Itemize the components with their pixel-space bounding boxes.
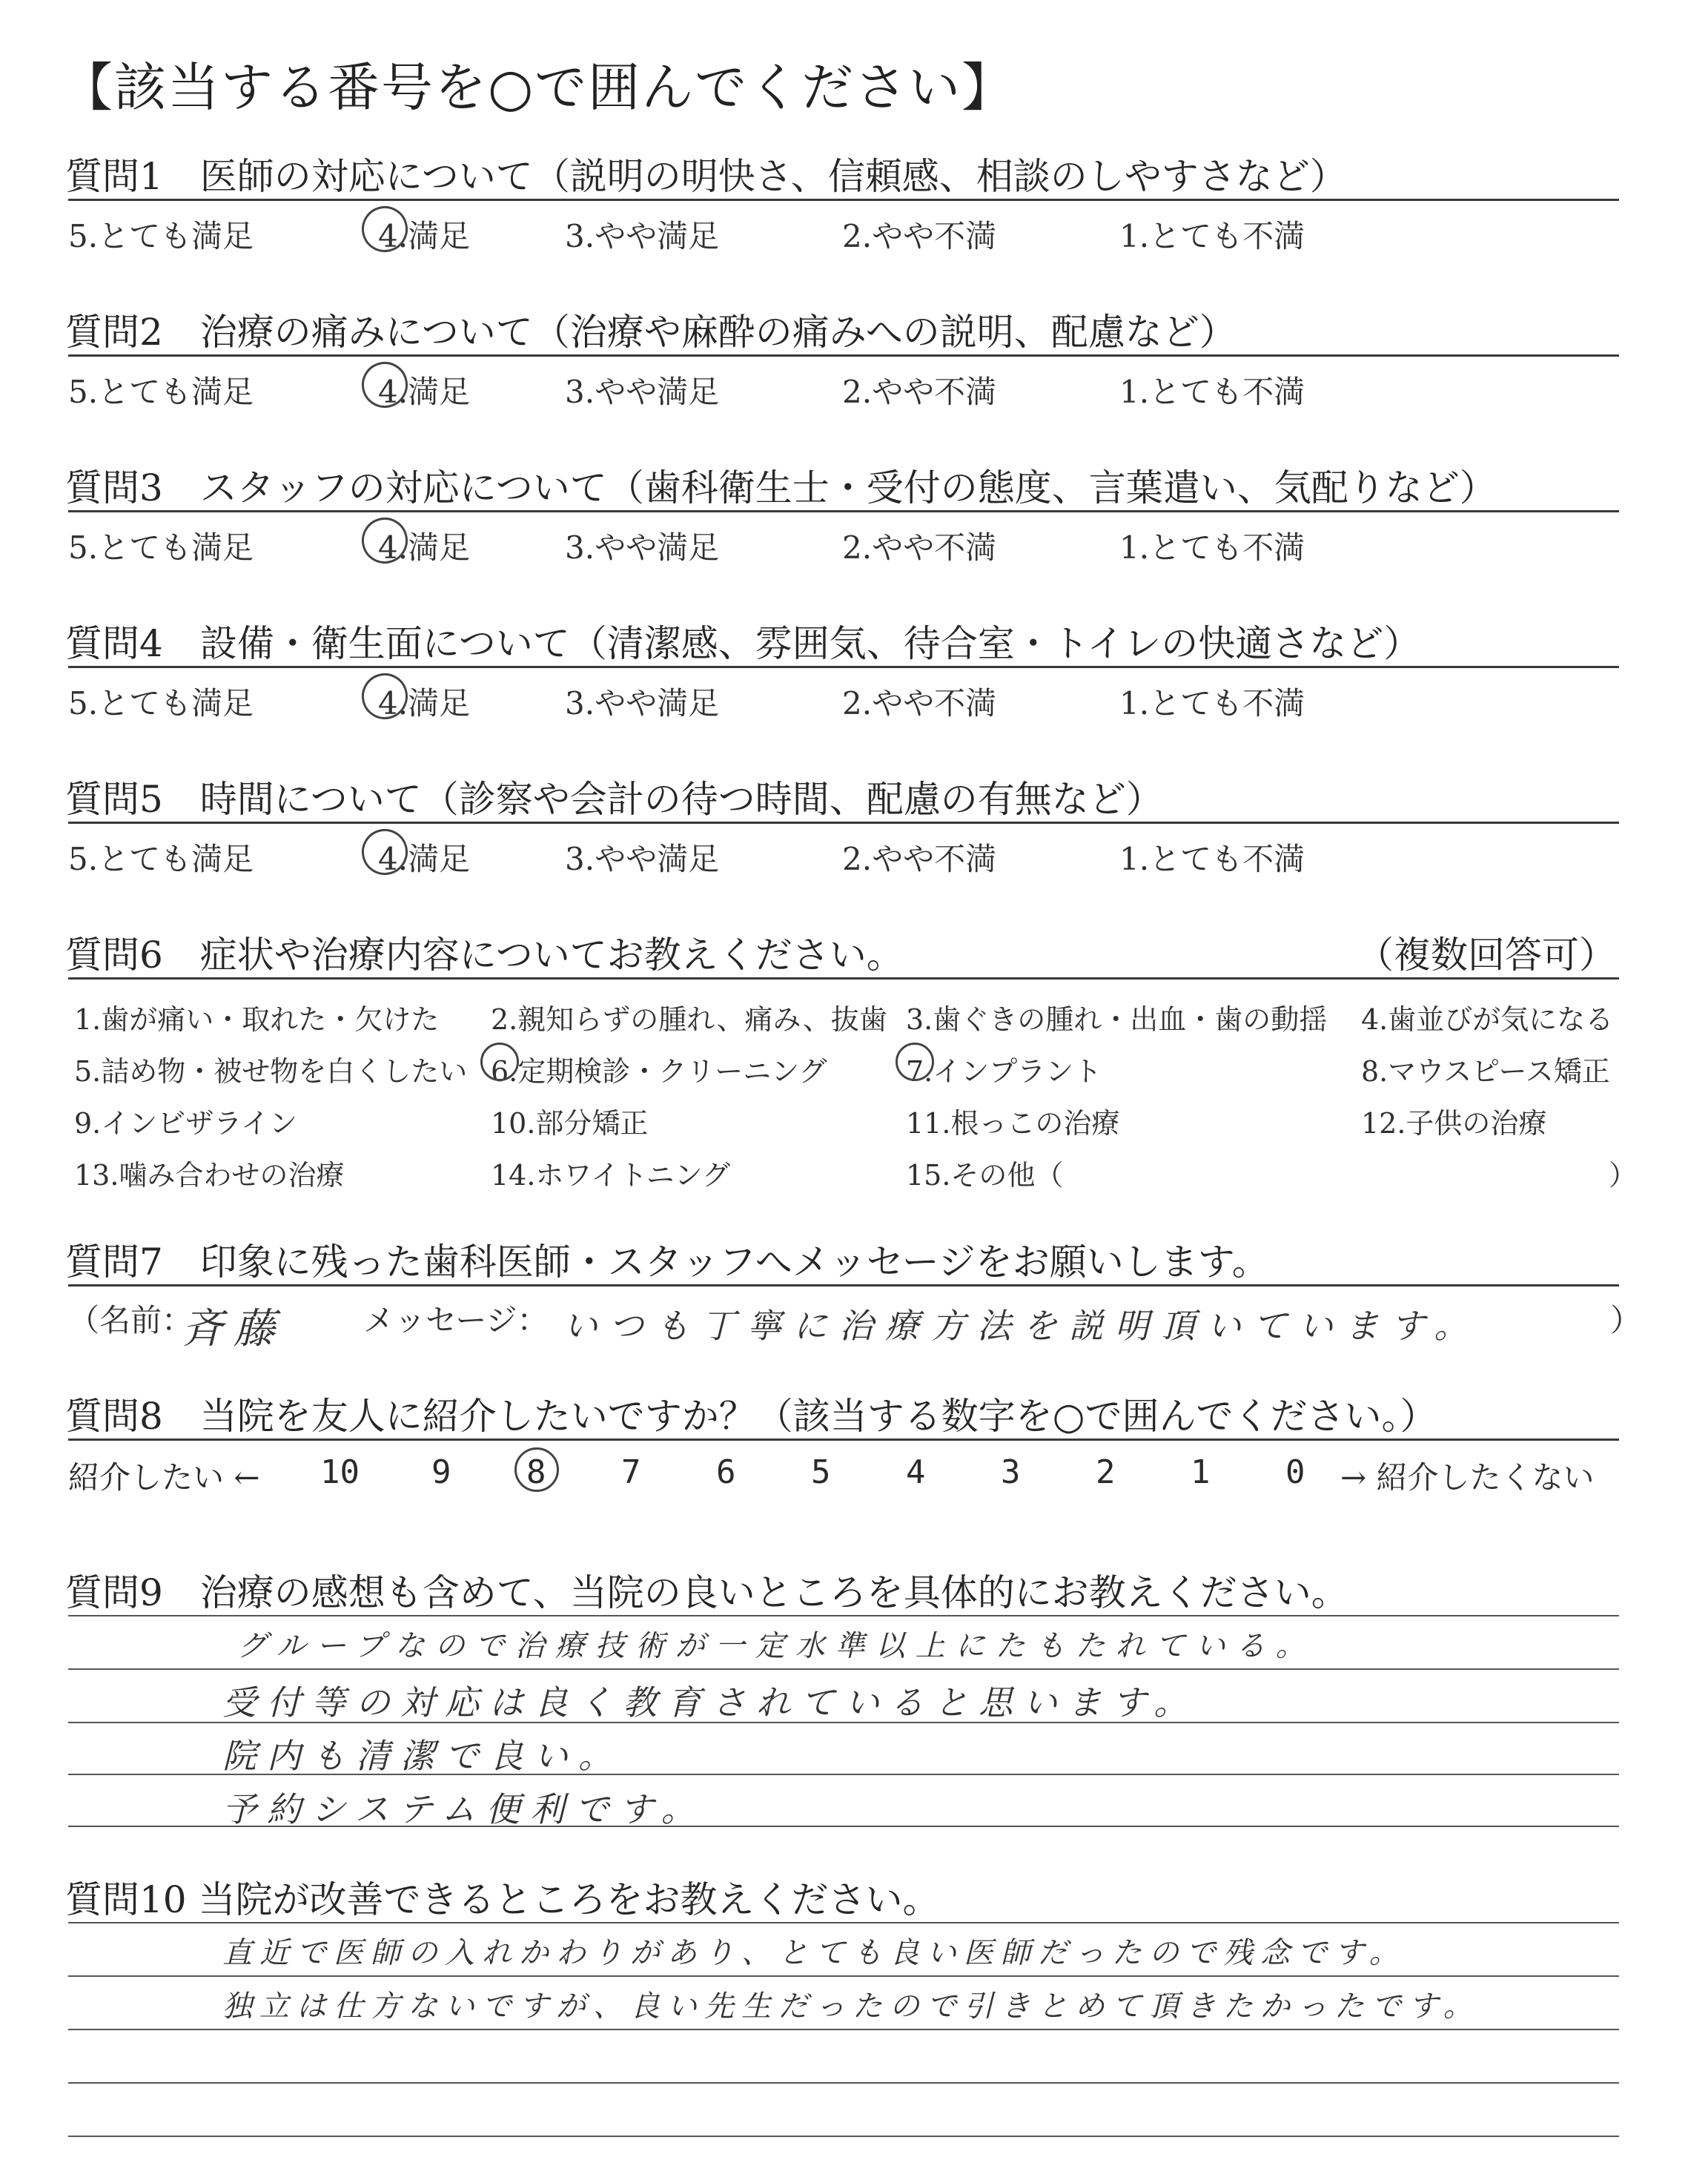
q2-option-2[interactable]: 2.やや不満 xyxy=(842,374,997,410)
q6-option-10[interactable]: 10.部分矯正 xyxy=(491,1107,649,1140)
q4-option-5[interactable]: 5.とても満足 xyxy=(68,685,254,721)
q4-option-1[interactable]: 1.とても不満 xyxy=(1119,685,1305,721)
q7-name-value[interactable]: 斉藤 xyxy=(182,1305,285,1353)
q10-heading: 質問10 当院が改善できるところをお教えください。 xyxy=(65,1878,940,1921)
q1-option-3[interactable]: 3.やや満足 xyxy=(565,218,720,254)
q1-heading: 質問1 医師の対応について（説明の明快さ、信頼感、相談のしやすさなど） xyxy=(65,155,1347,198)
q10-line-5 xyxy=(68,2136,1619,2137)
q8-scale-5[interactable]: 5 xyxy=(811,1453,831,1491)
q8-selected-circle xyxy=(514,1447,559,1492)
q4-rule xyxy=(68,666,1619,668)
q7-close-paren: ） xyxy=(1610,1302,1642,1338)
q6-option-8[interactable]: 8.マウスピース矯正 xyxy=(1361,1055,1610,1088)
q2-option-1[interactable]: 1.とても不満 xyxy=(1119,374,1305,410)
q6-option-4[interactable]: 4.歯並びが気になる xyxy=(1361,1003,1614,1036)
q8-scale-7[interactable]: 7 xyxy=(621,1453,641,1491)
q9-answer-line-1[interactable]: グループなので治療技術が一定水準以上にたもたれている。 xyxy=(237,1629,1316,1663)
q3-option-3[interactable]: 3.やや満足 xyxy=(565,529,720,566)
q2-option-4[interactable]: 4.満足 xyxy=(378,374,471,410)
q6-option-close: ） xyxy=(1609,1159,1638,1192)
q9-answer-line-3[interactable]: 院内も清潔で良い。 xyxy=(222,1736,623,1776)
q8-scale-6[interactable]: 6 xyxy=(716,1453,736,1491)
q5-option-5[interactable]: 5.とても満足 xyxy=(68,841,254,877)
q3-option-4[interactable]: 4.満足 xyxy=(378,529,471,566)
q7-rule xyxy=(68,1284,1619,1287)
q6-option-5[interactable]: 5.詰め物・被せ物を白くしたい xyxy=(74,1055,468,1088)
q5-option-1[interactable]: 1.とても不満 xyxy=(1119,841,1305,877)
q10-answer-line-1[interactable]: 直近で医師の入れかわりがあり、とても良い医師だったので残念です。 xyxy=(222,1936,1406,1970)
q8-left-label: 紹介したい ← xyxy=(68,1459,260,1496)
page-title: 【該当する番号を○で囲んでください】 xyxy=(61,57,1016,118)
q4-heading: 質問4 設備・衛生面について（清潔感、雰囲気、待合室・トイレの快適さなど） xyxy=(65,622,1421,665)
q2-heading: 質問2 治療の痛みについて（治療や麻酔の痛みへの説明、配慮など） xyxy=(65,311,1237,354)
q6-heading: 質問6 症状や治療内容についてお教えください。 xyxy=(65,934,904,977)
q6-selected-circle-7 xyxy=(896,1043,934,1081)
q4-option-2[interactable]: 2.やや不満 xyxy=(842,685,997,721)
q9-answer-line-2[interactable]: 受付等の対応は良く教育されていると思います。 xyxy=(222,1682,1199,1723)
q8-scale-2[interactable]: 2 xyxy=(1096,1453,1116,1491)
q8-scale-10[interactable]: 10 xyxy=(320,1453,360,1491)
q6-multiple-note: （複数回答可） xyxy=(1357,934,1616,977)
q8-scale-9[interactable]: 9 xyxy=(431,1453,451,1491)
q1-rule xyxy=(68,199,1619,201)
q9-heading: 質問9 治療の感想も含めて、当院の良いところを具体的にお教えください。 xyxy=(65,1571,1348,1614)
q6-option-3[interactable]: 3.歯ぐきの腫れ・出血・歯の動揺 xyxy=(906,1003,1328,1036)
q10-line-1 xyxy=(68,1922,1619,1923)
q7-message-label: メッセージ： xyxy=(363,1302,549,1338)
q2-option-5[interactable]: 5.とても満足 xyxy=(68,374,254,410)
q6-option-6[interactable]: 6.定期検診・クリーニング xyxy=(491,1055,827,1088)
q1-option-5[interactable]: 5.とても満足 xyxy=(68,218,254,254)
q2-rule xyxy=(68,354,1619,357)
q3-rule xyxy=(68,510,1619,512)
q7-name-label: （名前： xyxy=(68,1302,193,1338)
q6-option-9[interactable]: 9.インビザライン xyxy=(74,1107,298,1140)
q8-scale-8[interactable]: 8 xyxy=(526,1453,546,1491)
q4-option-4[interactable]: 4.満足 xyxy=(378,685,471,721)
q6-option-13[interactable]: 13.噛み合わせの治療 xyxy=(74,1159,345,1192)
q9-line-2 xyxy=(68,1668,1619,1670)
q8-heading: 質問8 当院を友人に紹介したいですか？（該当する数字を○で囲んでください。） xyxy=(65,1395,1437,1438)
q6-selected-circle-6 xyxy=(480,1043,519,1081)
q3-option-5[interactable]: 5.とても満足 xyxy=(68,529,254,566)
q2-option-3[interactable]: 3.やや満足 xyxy=(565,374,720,410)
q5-option-4[interactable]: 4.満足 xyxy=(378,841,471,877)
q6-option-7[interactable]: 7.インプラント xyxy=(906,1055,1102,1088)
q1-option-1[interactable]: 1.とても不満 xyxy=(1119,218,1305,254)
q6-option-15[interactable]: 15.その他（ xyxy=(906,1159,1064,1192)
q7-message-value[interactable]: いつも丁寧に治療方法を説明頂いています。 xyxy=(563,1306,1480,1346)
q9-answer-line-4[interactable]: 予約システム便利です。 xyxy=(222,1789,706,1829)
q10-line-2 xyxy=(68,1975,1619,1977)
q6-option-11[interactable]: 11.根っこの治療 xyxy=(906,1107,1120,1140)
q5-option-2[interactable]: 2.やや不満 xyxy=(842,841,997,877)
q10-line-4 xyxy=(68,2082,1619,2084)
q6-option-14[interactable]: 14.ホワイトニング xyxy=(491,1159,731,1192)
q5-heading: 質問5 時間について（診察や会計の待つ時間、配慮の有無など） xyxy=(65,778,1163,821)
q6-rule xyxy=(68,977,1619,980)
q6-option-1[interactable]: 1.歯が痛い・取れた・欠けた xyxy=(74,1003,440,1036)
q8-scale-0[interactable]: 0 xyxy=(1285,1453,1305,1491)
q3-heading: 質問3 スタッフの対応について（歯科衛生士・受付の態度、言葉遣い、気配りなど） xyxy=(65,466,1497,509)
q8-scale-4[interactable]: 4 xyxy=(906,1453,926,1491)
q10-line-3 xyxy=(68,2029,1619,2030)
q4-option-3[interactable]: 3.やや満足 xyxy=(565,685,720,721)
q3-option-1[interactable]: 1.とても不満 xyxy=(1119,529,1305,566)
q8-scale-3[interactable]: 3 xyxy=(1001,1453,1021,1491)
q8-scale-1[interactable]: 1 xyxy=(1191,1453,1211,1491)
q7-heading: 質問7 印象に残った歯科医師・スタッフへメッセージをお願いします。 xyxy=(65,1241,1269,1284)
q1-option-2[interactable]: 2.やや不満 xyxy=(842,218,997,254)
q1-option-4[interactable]: 4.満足 xyxy=(378,218,471,254)
q10-answer-line-2[interactable]: 独立は仕方ないですが、良い先生だったので引きとめて頂きたかったです。 xyxy=(222,1989,1480,2024)
q6-option-2[interactable]: 2.親知らずの腫れ、痛み、抜歯 xyxy=(491,1003,887,1036)
q5-rule xyxy=(68,822,1619,824)
q8-rule xyxy=(68,1439,1619,1441)
q6-option-12[interactable]: 12.子供の治療 xyxy=(1361,1107,1547,1140)
q8-right-label: → 紹介したくない xyxy=(1340,1459,1595,1496)
q9-line-1 xyxy=(68,1615,1619,1616)
q3-option-2[interactable]: 2.やや不満 xyxy=(842,529,997,566)
q5-option-3[interactable]: 3.やや満足 xyxy=(565,841,720,877)
